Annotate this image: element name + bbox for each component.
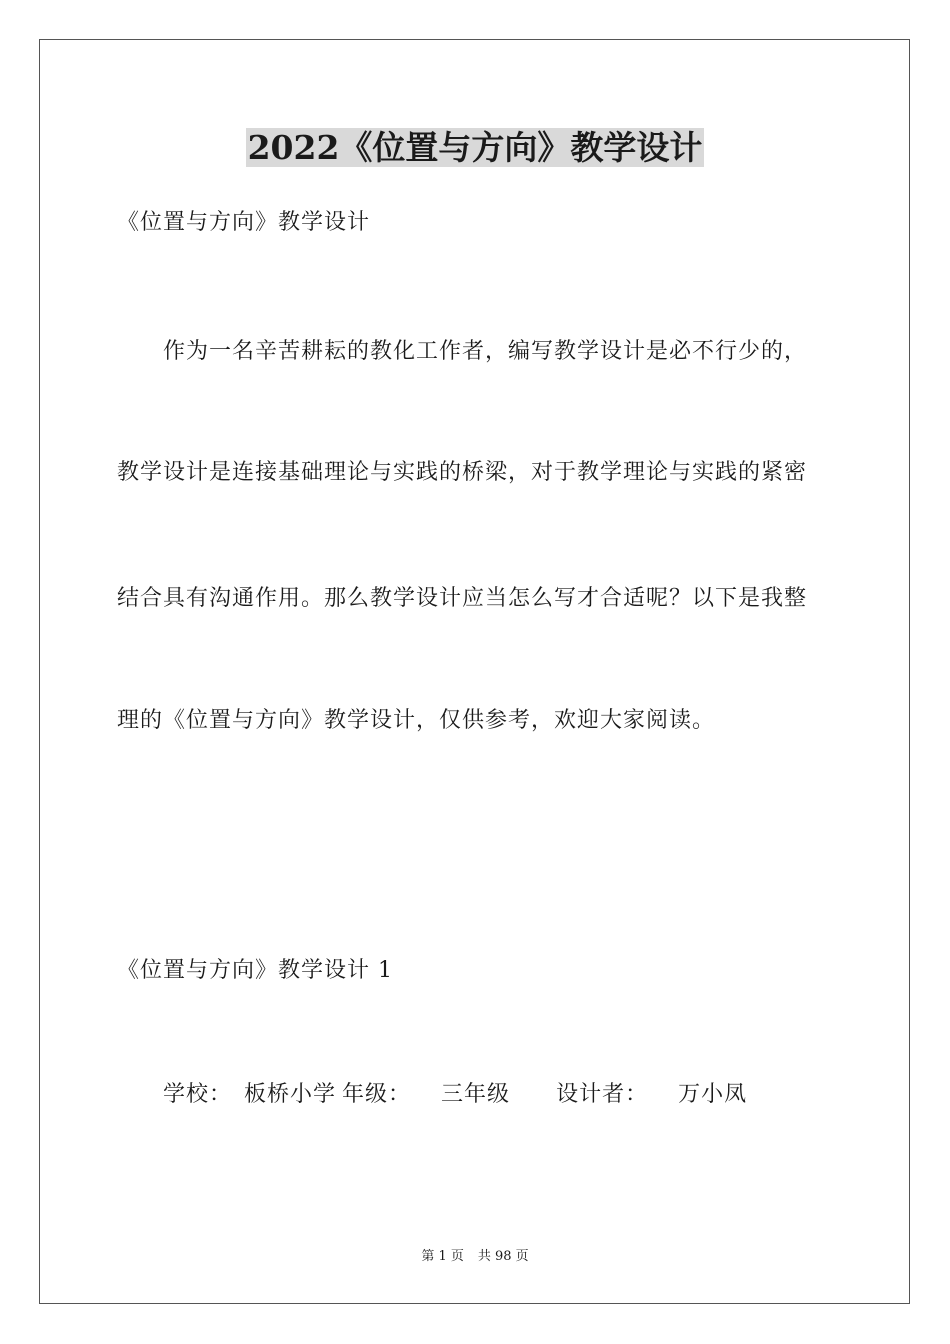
document-subtitle: 《位置与方向》教学设计: [117, 210, 371, 235]
grade-value: 三年级: [441, 1082, 511, 1107]
paragraph-line-3: 结合具有沟通作用。那么教学设计应当怎么写才合适呢？以下是我整: [117, 586, 808, 611]
paragraph-line-1: 作为一名辛苦耕耘的教化工作者，编写教学设计是必不行少的，: [163, 339, 808, 364]
section-title: 《位置与方向》教学设计 1: [117, 958, 393, 983]
info-row: [163, 1080, 747, 1110]
school-label: 学校：: [163, 1082, 233, 1107]
designer-label: 设计者：: [556, 1082, 649, 1107]
grade-label: 年级：: [342, 1082, 412, 1107]
page-footer: [0, 1248, 950, 1266]
school-value: 板桥小学: [244, 1082, 337, 1107]
paragraph-line-2: 教学设计是连接基础理论与实践的桥梁，对于教学理论与实践的紧密: [117, 460, 808, 485]
document-title-text: 2022《位置与方向》教学设计: [247, 128, 703, 167]
designer-value: 万小凤: [678, 1082, 748, 1107]
paragraph-line-4: 理的《位置与方向》教学设计，仅供参考，欢迎大家阅读。: [117, 708, 716, 733]
document-title: [0, 126, 950, 170]
page-number: 第 1 页: [421, 1249, 464, 1264]
page-total: 共 98 页: [477, 1249, 529, 1264]
